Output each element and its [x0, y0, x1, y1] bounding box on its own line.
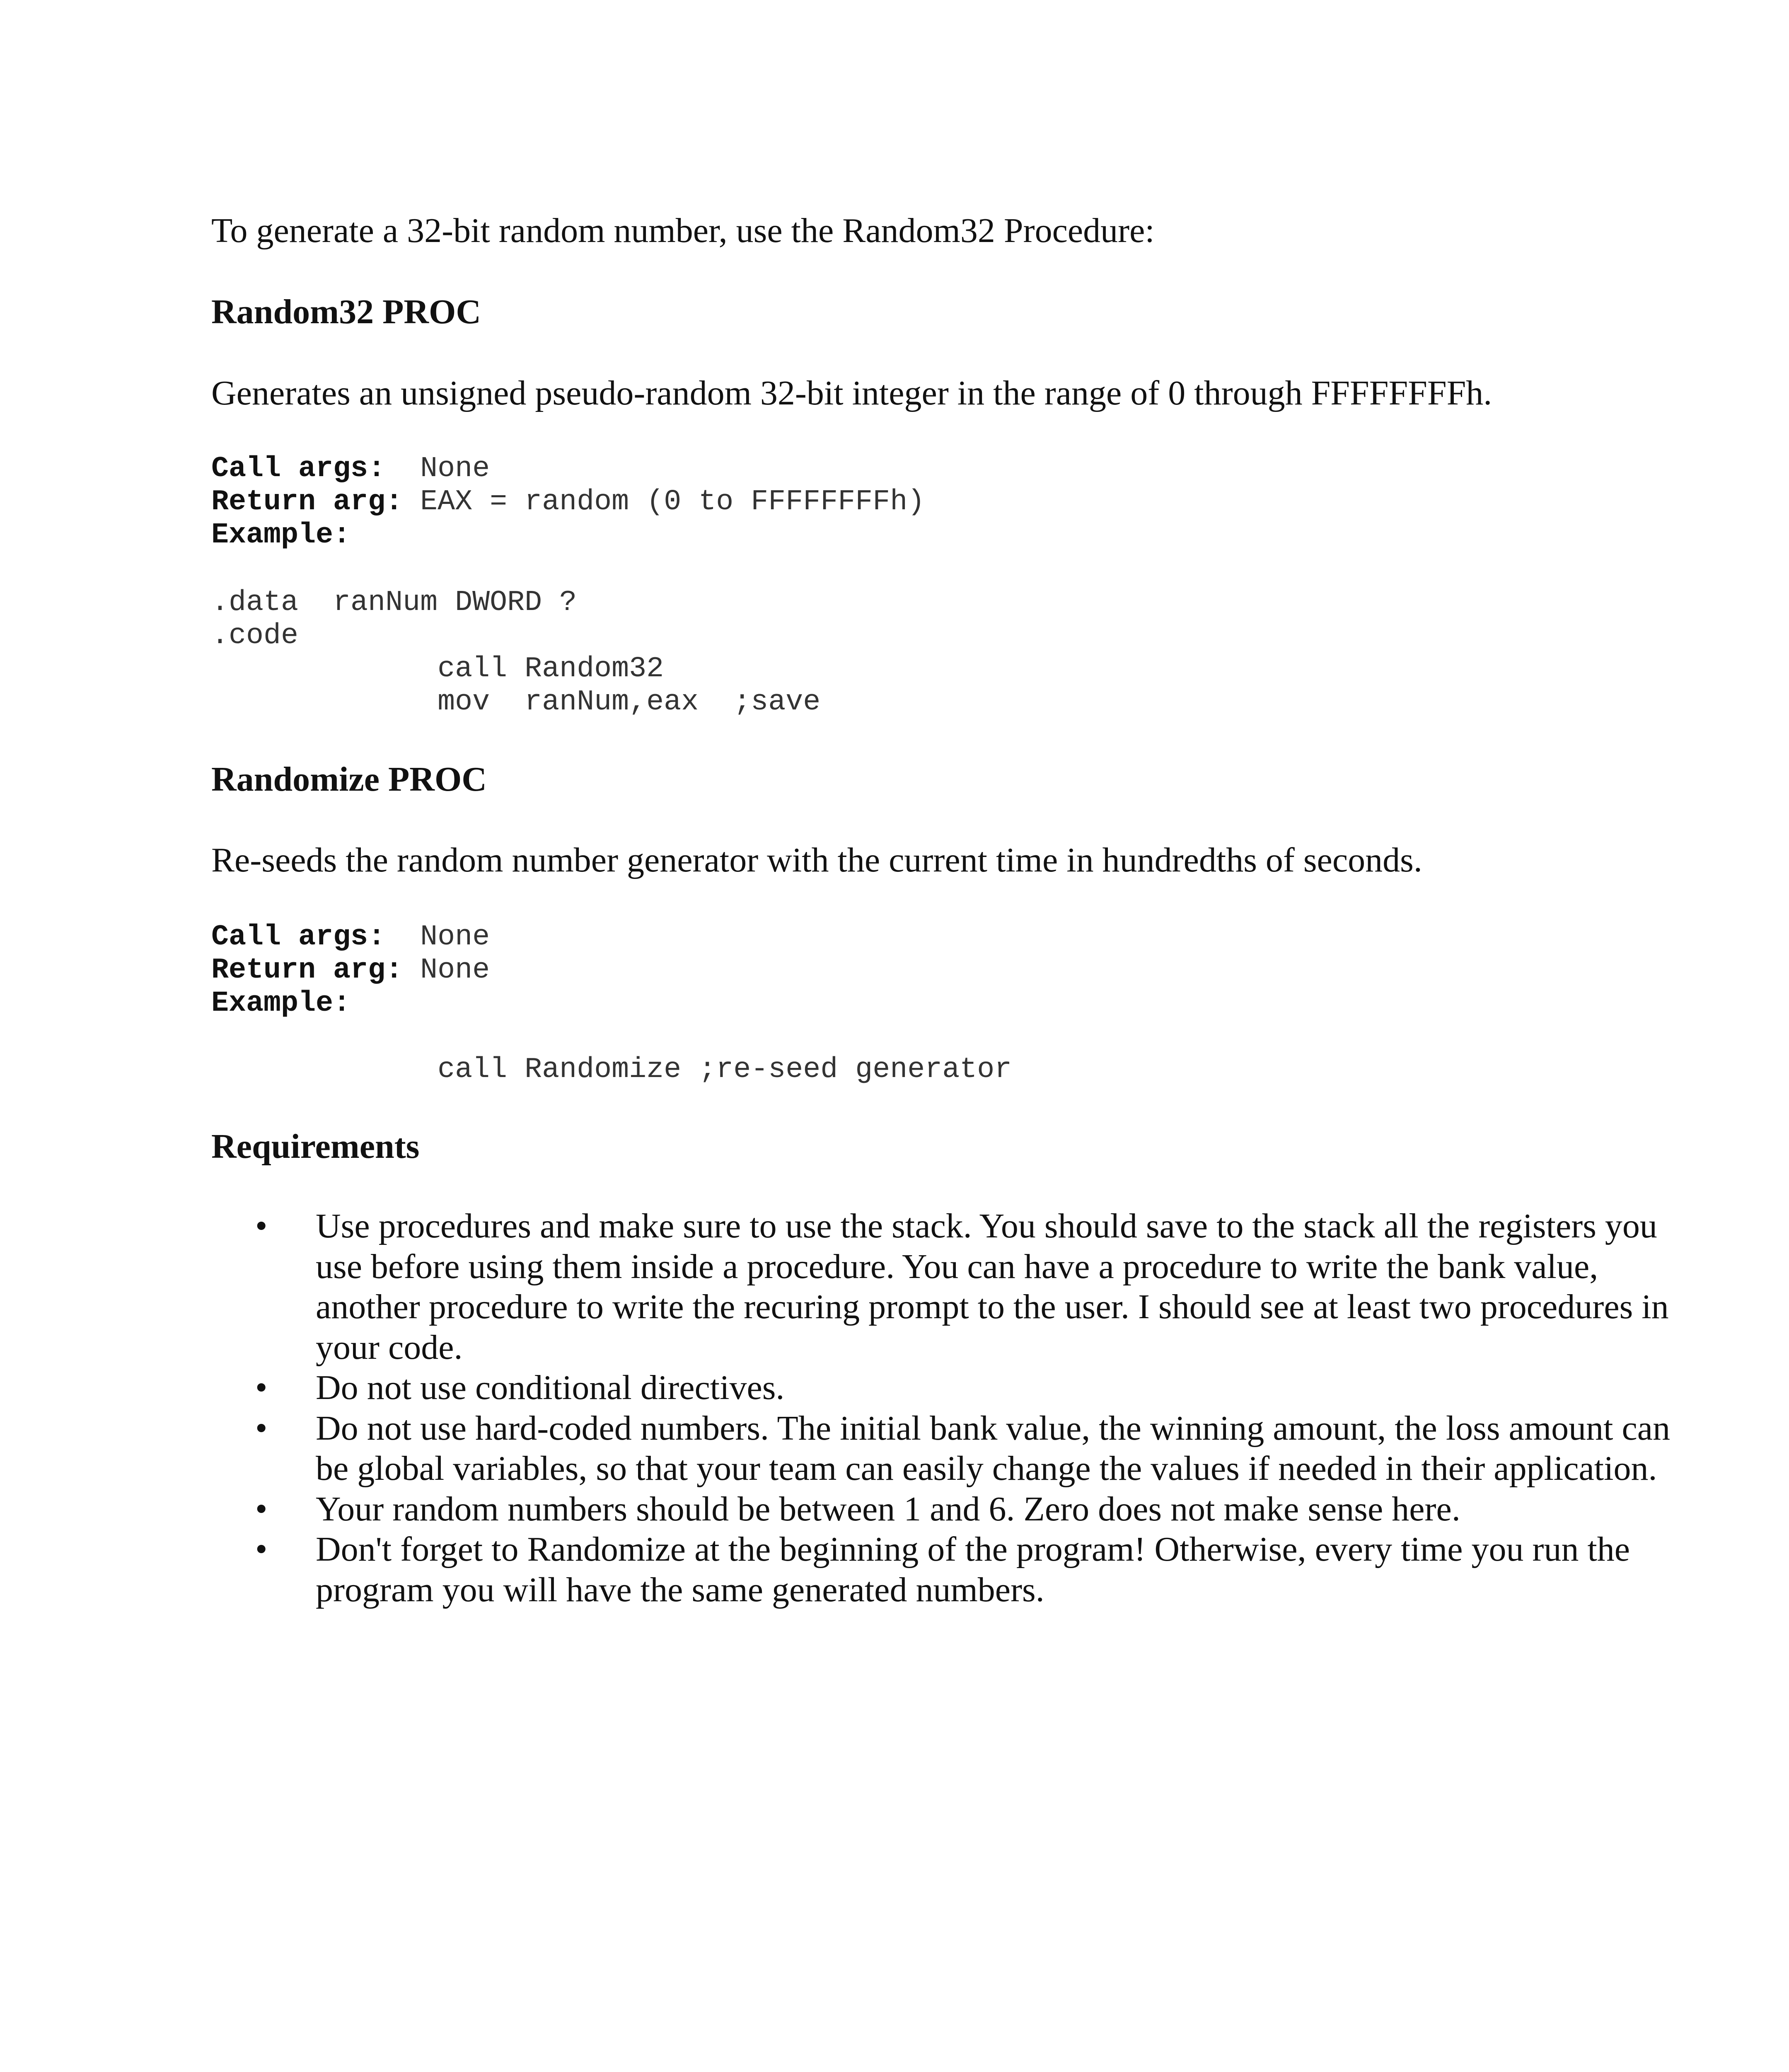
intro-text: To generate a 32-bit random number, use the Random32 Procedure:	[211, 211, 1155, 250]
randomize-description: Re-seeds the random number generator with the current time in hundredths of seconds.	[211, 841, 1422, 879]
bullet-icon: •	[255, 1368, 268, 1407]
randomize-example-label: Example:	[211, 987, 351, 1020]
return-arg-value: None	[420, 954, 490, 987]
bullet-icon: •	[255, 1409, 268, 1447]
randomize-heading: Randomize PROC	[211, 760, 487, 799]
bullet-icon: •	[255, 1207, 268, 1245]
code-line: call Randomize ;re-seed generator	[211, 1053, 1012, 1086]
random32-return-arg	[211, 486, 925, 519]
random32-call-args	[211, 453, 490, 486]
list-item: • Don't forget to Randomize at the beginning of the program! Otherwise, every time you run the program you will have the same generated numbers.	[255, 1530, 1630, 1609]
randomize-return-arg	[211, 954, 490, 987]
return-arg-label: Return arg:	[211, 954, 403, 987]
return-arg-value: EAX = random (0 to FFFFFFFFh)	[420, 486, 925, 518]
code-line: mov ranNum,eax ;save	[211, 686, 821, 719]
list-item: • Use procedures and make sure to use the stack. You should save to the stack all the registers you use before using them inside a procedure. You can have a procedure to write the bank value, another procedure to write the recuring prompt to the user. I should see at least two procedures in your code.	[255, 1207, 1669, 1367]
randomize-call-args	[211, 921, 490, 954]
list-item: • Do not use hard-coded numbers. The initial bank value, the winning amount, the loss amount can be global variables, so that your team can easily change the values if needed in their application.	[255, 1409, 1671, 1488]
return-arg-label: Return arg:	[211, 486, 403, 518]
call-args-label: Call args:	[211, 921, 386, 954]
requirements-list	[211, 1206, 1691, 1610]
call-args-label: Call args:	[211, 453, 386, 485]
list-item: • Do not use conditional directives.	[316, 1368, 1691, 1408]
bullet-icon: •	[255, 1489, 268, 1528]
code-line: call Random32	[211, 653, 664, 685]
call-args-value: None	[420, 453, 490, 485]
bullet-icon: •	[255, 1530, 268, 1569]
code-line: .code	[211, 620, 299, 652]
code-line: .data ranNum DWORD ?	[211, 586, 577, 619]
random32-description: Generates an unsigned pseudo-random 32-bit integer in the range of 0 through FFFFFFFFh.	[211, 374, 1492, 412]
requirements-heading: Requirements	[211, 1127, 420, 1166]
random32-heading: Random32 PROC	[211, 293, 481, 331]
list-item: • Your random numbers should be between 1 and 6. Zero does not make sense here.	[316, 1489, 1691, 1530]
call-args-value: None	[420, 921, 490, 954]
random32-example-label: Example:	[211, 519, 351, 552]
